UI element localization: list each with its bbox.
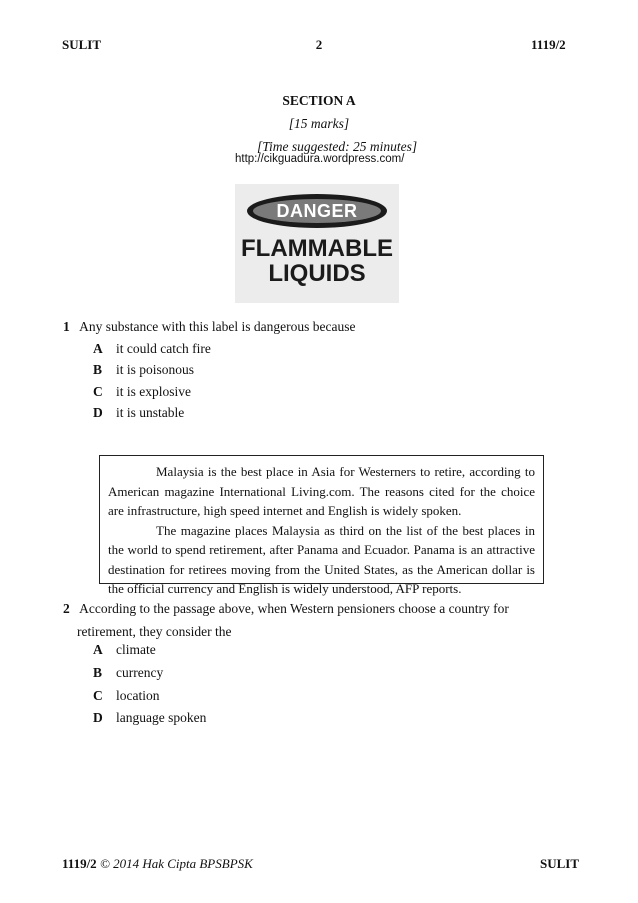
source-url: http://cikguadura.wordpress.com/ bbox=[235, 153, 405, 165]
footer-right: SULIT bbox=[540, 856, 580, 871]
footer-left bbox=[62, 856, 253, 872]
q1-option-b[interactable]: B it is poisonous bbox=[93, 362, 195, 377]
sign-line-2: LIQUIDS bbox=[268, 260, 366, 287]
header-right: 1119/2 bbox=[531, 37, 566, 52]
question-2-number: 2 bbox=[63, 601, 70, 616]
question-1 bbox=[63, 318, 355, 336]
passage-paragraph-1: Malaysia is the best place in Asia for Westerners to retire, according to American magazine International Living.com. The reasons cited for the choice are infrastructure, high speed internet and English is widely spoken. bbox=[108, 464, 535, 518]
q1-option-d[interactable]: D it is unstable bbox=[93, 405, 185, 420]
section-title: SECTION A bbox=[282, 93, 356, 108]
q2-option-a[interactable]: A climate bbox=[93, 642, 156, 657]
q2-option-c[interactable]: C location bbox=[93, 688, 160, 703]
header-left: SULIT bbox=[62, 37, 102, 52]
question-1-number: 1 bbox=[63, 319, 70, 334]
danger-label: DANGER bbox=[253, 199, 381, 223]
q1-option-c[interactable]: C it is explosive bbox=[93, 384, 191, 399]
q2-option-d[interactable]: D language spoken bbox=[93, 710, 207, 725]
page-number: 2 bbox=[315, 37, 323, 52]
sign-line-1: FLAMMABLE bbox=[241, 235, 393, 262]
footer-copyright: © 2014 Hak Cipta BPSBPSK bbox=[99, 856, 253, 871]
question-2 bbox=[63, 600, 509, 618]
question-2-stem-line-1: According to the passage above, when Western pensioners choose a country for bbox=[79, 601, 509, 616]
danger-flammable-sign bbox=[235, 184, 399, 303]
reading-passage bbox=[99, 455, 544, 596]
footer-code: 1119/2 bbox=[62, 856, 97, 871]
section-time: [Time suggested: 25 minutes] bbox=[257, 139, 418, 154]
passage-paragraph-2: The magazine places Malaysia as third on the list of the best places in the world to spend retirement, after Panama and Ecuador. Panama is an attractive destination for retirees moving from the United States, as the American dollar is the official currency and English is widely understood, AFP reports. bbox=[108, 522, 535, 596]
question-2-stem-line-2: retirement, they consider the bbox=[77, 624, 232, 639]
q2-option-b[interactable]: B currency bbox=[93, 665, 164, 680]
danger-oval bbox=[247, 194, 387, 228]
sign-text bbox=[235, 236, 399, 286]
q1-option-a[interactable]: A it could catch fire bbox=[93, 341, 211, 356]
section-marks: [15 marks] bbox=[288, 116, 350, 131]
question-1-stem: Any substance with this label is dangerous because bbox=[79, 319, 356, 334]
